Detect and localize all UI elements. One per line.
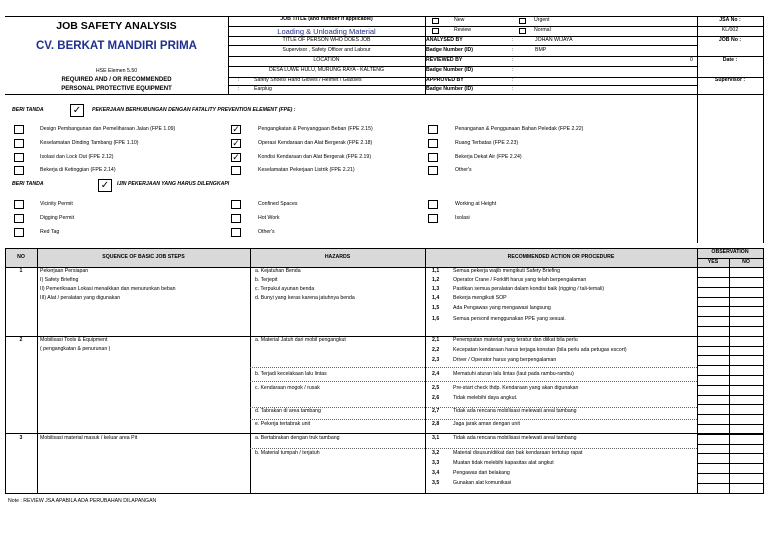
hazard-text: a. Kejatuhan Benda <box>255 268 301 274</box>
action-text: Pastikan semua peralatan dalam kondisi baik (rigging / tali-temali) <box>453 286 605 292</box>
action-number: 2,3 <box>432 357 440 363</box>
action-number: 2,6 <box>432 395 440 401</box>
row-number: 3 <box>19 435 23 441</box>
action-number: 3,5 <box>432 480 440 486</box>
fpe-checkbox[interactable] <box>428 166 438 175</box>
action-text: Mematuhi aturan lalu lintas (laut pada rambu-rambu) <box>453 371 574 377</box>
permit-label: Digging Permit <box>40 215 75 221</box>
col-header-no: NO <box>17 254 25 260</box>
hazard-text: b. Terjepit <box>255 277 278 283</box>
action-number: 1,3 <box>432 286 440 292</box>
action-text: Pre-start check thdp. Kendaraan yang akan digunakan <box>453 385 579 391</box>
fpe-checkbox-checked[interactable] <box>231 153 241 162</box>
fpe-item-label: Operasi Kendaraan dan Alat Bergerak (FPE 2.18) <box>258 140 373 146</box>
approved-by-label: APPROVED BY <box>426 77 464 83</box>
col-header-yes: YES <box>707 259 719 265</box>
urgent-checkbox[interactable] <box>519 18 526 24</box>
observation-cell-line <box>697 434 763 435</box>
action-text: Penempatan material yang teratur dan diikat bila perlu <box>453 337 578 343</box>
action-number: 1,1 <box>432 268 440 274</box>
permit-checkbox[interactable] <box>428 214 438 223</box>
normal-checkbox[interactable] <box>519 28 526 34</box>
observation-cell-line <box>697 473 763 474</box>
action-number: 3,1 <box>432 435 440 441</box>
fpe-item-label: Bekerja Dekat Air (FPE 2.24) <box>455 154 522 160</box>
permit-label: Other's <box>258 229 275 235</box>
fpe-item-label: Kondisi Kendaraan dan Alat Bergerak (FPE 2.19) <box>258 154 372 160</box>
fpe-item-label: Other's <box>455 167 472 173</box>
action-text: Gunakan alat komunikasi <box>453 480 512 486</box>
action-text: Operator Crane / Forklift harus yang telah berpengalaman <box>453 277 587 283</box>
observation-cell-line <box>697 336 763 337</box>
permit-label: Vicinity Permit <box>40 201 73 207</box>
new-label: New <box>454 17 465 23</box>
observation-cell-line <box>697 493 763 494</box>
date-label: Date : <box>722 57 738 63</box>
observation-cell-line <box>697 297 763 298</box>
badge-label-1: Badge Number (ID) <box>426 47 473 53</box>
action-number: 1,2 <box>432 277 440 283</box>
person-label: TITLE OF PERSON WHO DOES JOB <box>282 37 371 43</box>
step-text: Pekerjaan Persiapan <box>40 268 89 274</box>
action-text: Semua personil menggunakan PPE yang sesuai. <box>453 316 566 322</box>
observation-cell-line <box>697 277 763 278</box>
action-text: Jaga jarak aman dengan unit <box>453 421 520 427</box>
hazard-text: c. Kendaraan mogok / rusak <box>255 385 320 391</box>
observation-cell-line <box>697 287 763 288</box>
observation-cell-line <box>697 453 763 454</box>
location-label: LOCATION <box>313 57 340 63</box>
permit-checkbox[interactable] <box>14 214 24 223</box>
col-header-no-obs: NO <box>742 259 750 265</box>
observation-cell-line <box>697 326 763 327</box>
observation-cell-line <box>697 424 763 425</box>
action-text: Material disusun/diikat dan bak kendaraan tertutup rapat <box>453 450 583 456</box>
fpe-checkbox[interactable] <box>428 153 438 162</box>
observation-cell-line <box>697 444 763 445</box>
action-text: Pengawas dari belakang <box>453 470 510 476</box>
fpe-checkbox[interactable] <box>428 139 438 148</box>
observation-cell-line <box>697 483 763 484</box>
col-header-steps: SQUENCE OF BASIC JOB STEPS <box>102 254 185 260</box>
hse-element: HSE Elemen 5.50 <box>95 68 138 74</box>
fpe-checkbox[interactable] <box>14 166 24 175</box>
fpe-checkbox[interactable] <box>231 166 241 175</box>
job-no-label: JOB No : <box>718 37 742 43</box>
beri-tanda-label: BERI TANDA <box>12 107 44 113</box>
observation-cell-line <box>697 414 763 415</box>
action-number: 1,4 <box>432 295 440 301</box>
permit-checkbox[interactable] <box>231 214 241 223</box>
job-title-value: Loading & Unloading Material <box>277 27 376 36</box>
fpe-item-label: Pengangkatan & Penyanggaan Beban (FPE 2.15) <box>258 126 373 132</box>
step-text: ( pengangkatan & penurunan ) <box>40 346 111 352</box>
location-value: DESA LUWE HULU, MURUNG RAYA - KALTENG <box>268 67 384 73</box>
action-text: Tidak melebihi daya angkut. <box>453 395 518 401</box>
action-number: 3,2 <box>432 450 440 456</box>
hazard-text: a. Bertabrakan dengan truk tambang <box>255 435 340 441</box>
analysed-by-value: JOHAN WIJAYA <box>535 37 573 43</box>
review-label: Review <box>454 27 472 33</box>
fpe-item-label: Keselamatan Dinding Tambang (FPE 1.10) <box>40 140 139 146</box>
action-text: Ada Pengawas yang mengawasi langsung <box>453 305 551 311</box>
action-text: Tidak ada rencana mobilisasi melewati areal tambang <box>453 408 577 414</box>
row-number: 2 <box>19 337 23 343</box>
action-text: Driver / Operator harus yang berpengalaman <box>453 357 557 363</box>
ppe-item-2: Earplug <box>254 86 272 92</box>
observation-cell-line <box>697 365 763 366</box>
observation-cell-line <box>697 463 763 464</box>
action-text: Kecepatan kendaraan harus terjaga konstan (bila perlu ada petugas escort) <box>453 347 627 353</box>
col-header-actions: RECOMMENDED ACTION OR PROCEDURE <box>507 254 615 260</box>
fpe-item-label: Ruang Terbatas (FPE 2.23) <box>455 140 519 146</box>
action-number: 2,5 <box>432 385 440 391</box>
permit-checkbox[interactable] <box>428 200 438 209</box>
fpe-item-label: Bekerja di Ketinggian (FPE 2.14) <box>40 167 116 173</box>
action-text: Semua pekerja wajib mengikuti Safety Briefing <box>453 268 560 274</box>
fpe-item-label: Isolasi dan Lock Out (FPE 2.12) <box>40 154 114 160</box>
normal-label: Normal <box>534 27 551 33</box>
observation-cell-line <box>697 395 763 396</box>
reviewed-by-label: REVIEWED BY <box>426 57 463 63</box>
observation-cell-line <box>697 346 763 347</box>
fpe-item-label: Design Pembangunan dan Pemeliharaan Jalan (FPE 1.09) <box>40 126 176 132</box>
check-icon: ✓ <box>232 138 240 148</box>
beri-tanda-label: BERI TANDA <box>12 181 44 187</box>
hazard-text: c. Terpukul ayunan benda <box>255 286 315 292</box>
jsa-no-value: KL/002 <box>721 27 739 33</box>
fpe-checkbox-checked[interactable] <box>231 139 241 148</box>
badge-value-1: BMP <box>535 47 547 53</box>
observation-cell-line <box>697 316 763 317</box>
check-icon: ✓ <box>232 124 240 134</box>
person-value: Supervisor , Safety Officer and Labour <box>282 47 371 53</box>
fpe-checkbox-checked[interactable] <box>231 125 241 134</box>
fpe-checkbox[interactable] <box>14 153 24 162</box>
permit-checkbox[interactable] <box>14 228 24 237</box>
fpe-item-label: Penanganan & Penggunaan Bahan Peledak (FPE 2.22) <box>455 126 584 132</box>
action-number: 2,1 <box>432 337 440 343</box>
permit-heading: IJIN PEKERJAAN YANG HARUS DILENGKAPI <box>117 181 230 187</box>
permit-label: Isolasi <box>455 215 470 221</box>
fpe-checkbox[interactable] <box>428 125 438 134</box>
fpe-checkbox[interactable] <box>14 125 24 134</box>
company-name: CV. BERKAT MANDIRI PRIMA <box>35 40 197 52</box>
permit-label: Confined Spaces <box>258 201 298 207</box>
row-number: 1 <box>19 268 23 274</box>
hazard-text: b. Terjadi kecelakaan lalu lintas <box>255 371 327 377</box>
step-text: III) Alat / peralatan yang digunakan <box>40 295 121 301</box>
permit-checkbox[interactable] <box>231 228 241 237</box>
permit-label: Working at Height <box>455 201 497 207</box>
analysed-by-label: ANALYSED BY <box>426 37 463 43</box>
hazard-text: e. Pekerja tertabrak unit <box>255 421 311 427</box>
action-number: 1,5 <box>432 305 440 311</box>
fpe-item-label: Keselamatan Pekerjaan Listrik (FPE 2.21) <box>258 167 355 173</box>
action-number: 1,6 <box>432 316 440 322</box>
step-text: Mobilisasi material masuk / keluar area Pit <box>40 435 138 441</box>
observation-cell-line <box>697 385 763 386</box>
permit-checkbox[interactable] <box>14 200 24 209</box>
check-icon: ✓ <box>232 152 240 162</box>
permit-checkbox[interactable] <box>231 200 241 209</box>
review-checkbox[interactable] <box>432 28 439 34</box>
form-title: JOB SAFETY ANALYSIS <box>56 20 177 32</box>
hazard-text: b. Material tumpah / terjatuh <box>255 450 320 456</box>
step-text: I) Safety Briefing <box>40 277 79 283</box>
permit-label: Hot Work <box>258 215 280 221</box>
hazard-text: d. Bunyi yang keras karena jatuhnya benda <box>255 295 355 301</box>
fpe-heading: PEKERJAAN BERHUBUNGAN DENGAN FATALITY PREVENTION ELEMENT (FPE) : <box>92 107 296 113</box>
supervisor-label: Supervisor : <box>714 77 746 83</box>
action-number: 3,3 <box>432 460 440 466</box>
hazard-text: a. Material Jatuh dari mobil pengangkut <box>255 337 346 343</box>
footer-note: Note : REVIEW JSA APABILA ADA PERUBAHAN DILAPANGAN <box>8 498 157 504</box>
col-header-observation: OBSERVATION <box>711 249 749 255</box>
action-number: 2,2 <box>432 347 440 353</box>
ppe-header-1: REQUIRED AND / OR RECOMMENDED <box>61 77 172 83</box>
fpe-mark-box: ✓ <box>70 104 84 117</box>
fpe-checkbox[interactable] <box>14 139 24 148</box>
ppe-header-2: PERSONAL PROTECTIVE EQUIPMENT <box>61 86 172 92</box>
observation-cell-line <box>697 404 763 405</box>
jsa-no-label: JSA No : <box>719 17 741 23</box>
new-checkbox[interactable] <box>432 18 439 24</box>
step-text: Mobilisasi Tools & Equipment <box>40 337 108 343</box>
action-number: 2,8 <box>432 421 440 427</box>
action-text: Tidak ada rencana mobilisasi melewati areal tambang <box>453 435 577 441</box>
action-number: 2,4 <box>432 371 440 377</box>
permit-mark-box: ✓ <box>98 179 112 192</box>
ppe-item-1: Safety Shoes/ Hand Gloves / Helmet / Glasses <box>254 77 362 83</box>
badge-label-3: Badge Number (ID) <box>426 86 473 92</box>
col-header-hazards: HAZARDS <box>324 254 351 260</box>
step-text: II) Pemeriksaan Lokasi menaikkan dan menurunkan beban <box>40 286 176 292</box>
hazard-text: d. Tabrakan di area tambang <box>255 408 321 414</box>
urgent-label: Urgent <box>534 17 550 23</box>
action-number: 3,4 <box>432 470 440 476</box>
action-text: Bekerja mengikuti SOP <box>453 295 507 301</box>
observation-cell-line <box>697 355 763 356</box>
badge-label-2: Badge Number (ID) <box>426 67 473 73</box>
action-number: 2,7 <box>432 408 440 414</box>
observation-cell-line <box>697 306 763 307</box>
observation-cell-line <box>697 375 763 376</box>
reviewed-zero: 0 <box>690 57 693 63</box>
job-title-label: JOB TITLE (and number if applicable) <box>280 16 373 22</box>
permit-label: Red Tag <box>40 229 60 235</box>
action-text: Muatan tidak melebihi kapasitas alat angkut <box>453 460 554 466</box>
